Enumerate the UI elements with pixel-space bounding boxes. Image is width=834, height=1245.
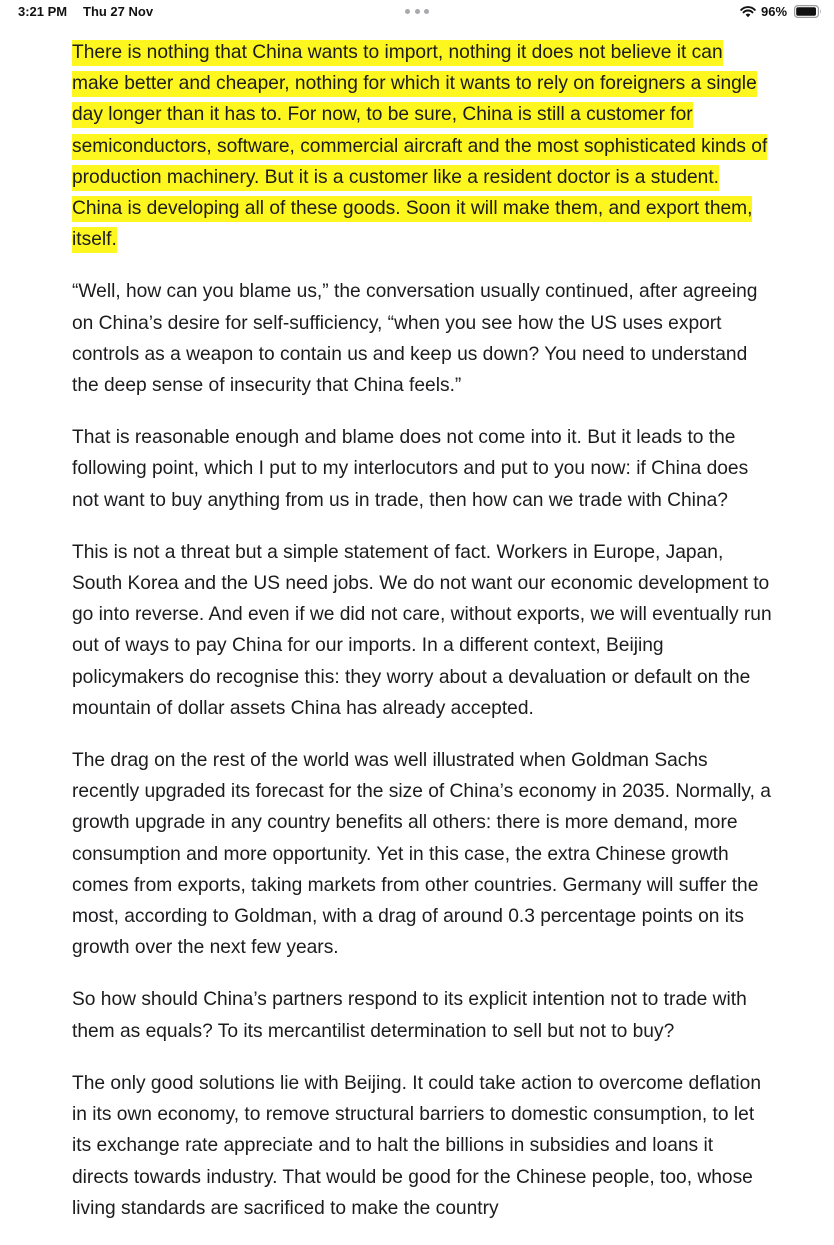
status-date: Thu 27 Nov [83,4,154,19]
battery-icon [794,5,822,18]
article-paragraph: “Well, how can you blame us,” the conversation usually continued, after agreeing on China’s desire for self-sufficiency, “when you see how the US uses export controls as a weapon to contain us and keep us down? You need to understand the deep sense of insecurity that China feels.” [72,281,758,397]
article-paragraph: So how should China’s partners respond to its explicit intention not to trade with them as equals? To its mercantilist determination to sell but not to buy? [72,989,747,1042]
wifi-icon [740,5,756,18]
status-bar [0,0,834,26]
article-paragraph-highlighted [72,37,772,255]
highlighted-text[interactable]: There is nothing that China wants to import, nothing it does not believe it can make better and cheaper, nothing for which it wants to rely on foreigners a single day longer than it has to. For now, to be sure, China is still a customer for semiconductors, software, commercial aircraft and the most sophisticated kinds of production machinery. But it is a customer like a resident doctor is a student. China is developing all of these goods. Soon it will make them, and export them, itself. [72,40,767,253]
multitasking-menu-icon[interactable] [405,9,429,15]
battery-percentage: 96% [761,4,788,19]
article-paragraph: This is not a threat but a simple statement of fact. Workers in Europe, Japan, South Korea and the US need jobs. We do not want our economic development to go into reverse. And even if we did not care, without exports, we will eventually run out of ways to pay China for our imports. In a different context, Beijing policymakers do recognise this: they worry about a devaluation or default on the mountain of dollar assets China has already accepted. [72,541,772,719]
article-body [72,37,772,1245]
article-paragraph: The only good solutions lie with Beijing. It could take action to overcome deflation in its own economy, to remove structural barriers to domestic consumption, to let its exchange rate appreciate and to halt the billions in subsidies and loans it directs towards industry. That would be good for the Chinese people, too, whose living standards are sacrificed to make the country [72,1072,762,1219]
status-time: 3:21 PM [18,4,68,19]
article-paragraph: The drag on the rest of the world was well illustrated when Goldman Sachs recently upgraded its forecast for the size of China’s economy in 2035. Normally, a growth upgrade in any country benefits all others: there is more demand, more consumption and more opportunity. Yet in this case, the extra Chinese growth comes from exports, taking markets from other countries. Germany will suffer the most, according to Goldman, with a drag of around 0.3 percentage points on its growth over the next few years. [72,750,771,959]
article-paragraph: That is reasonable enough and blame does not come into it. But it leads to the following point, which I put to my interlocutors and put to you now: if China does not want to buy anything from us in trade, then how can we trade with China? [72,427,749,511]
